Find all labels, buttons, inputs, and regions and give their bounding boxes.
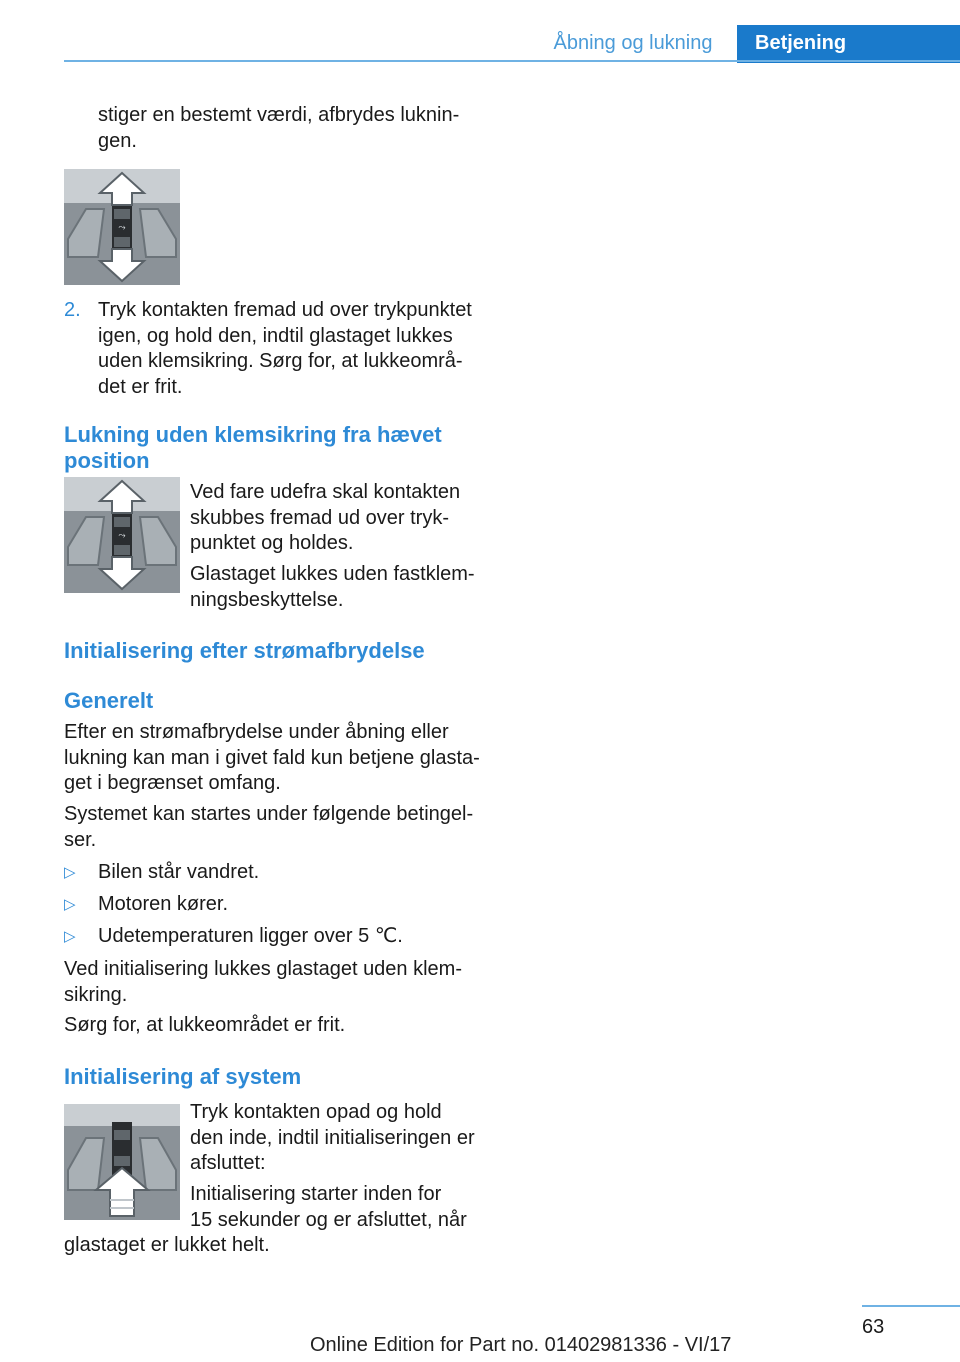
- closing-note-line-2: ningsbeskyttelse.: [190, 588, 344, 611]
- list-item: Udetemperaturen ligger over 5 ℃.: [98, 925, 403, 947]
- system-line-2: den inde, indtil initialiseringen er: [190, 1126, 475, 1149]
- conditions-line-2: ser.: [64, 828, 97, 851]
- footer-divider: [862, 1305, 960, 1307]
- intro-line-2: gen.: [98, 130, 137, 152]
- general-line-3: get i begrænset omfang.: [64, 772, 281, 794]
- roof-switch-push-up-icon: [64, 1104, 180, 1220]
- roof-switch-push-pull-icon: [64, 169, 180, 285]
- header-chapter-tab[interactable]: Betjening: [737, 25, 960, 63]
- general-line-1: Efter en strømafbrydelse under åbning eller: [64, 721, 449, 743]
- system-line-3: afsluttet:: [190, 1152, 266, 1174]
- system-start-line-2: 15 sekunder og er afsluttet, når: [190, 1208, 467, 1231]
- general-line-2: lukning kan man i givet fald kun betjene glasta‐: [64, 746, 480, 769]
- page-number: 63: [862, 1316, 885, 1338]
- roof-switch-push-pull-icon: [64, 477, 180, 593]
- step2-line-3: uden klemsikring. Sørg for, at lukkeområ‐: [98, 350, 463, 372]
- closing-text-line-2: skubbes fremad ud over tryk‐: [190, 506, 449, 529]
- list-item: Bilen står vandret.: [98, 861, 260, 883]
- closing-text-line-1: Ved fare udefra skal kontakten: [190, 481, 461, 503]
- footer-edition: Online Edition for Part no. 01402981336 - VI/17: [310, 1334, 732, 1356]
- svg-text:⤳: ⤳: [118, 223, 126, 233]
- init-note-line-2: sikring.: [64, 983, 128, 1006]
- ensure-line: Sørg for, at lukkeområdet er frit.: [64, 1014, 346, 1036]
- init-note-line-1: Ved initialisering lukkes glastaget uden klem‐: [64, 958, 462, 980]
- subheading-general: Generelt: [64, 688, 154, 713]
- step2-line-4: det er frit.: [98, 375, 183, 398]
- bullet-marker: ▷: [64, 896, 76, 913]
- heading-initialisation: Initialisering efter strømafbrydelse: [64, 638, 425, 663]
- header-divider: [64, 60, 960, 62]
- system-start-line-1: Initialisering starter inden for: [190, 1183, 442, 1205]
- system-line-1: Tryk kontakten opad og hold: [190, 1101, 442, 1123]
- system-start-line-3: glastaget er lukket helt.: [64, 1234, 270, 1256]
- closing-note-line-1: Glastaget lukkes uden fastklem‐: [190, 563, 475, 585]
- step2-line-1: Tryk kontakten fremad ud over trykpunktet: [98, 299, 472, 321]
- conditions-line-1: Systemet kan startes under følgende betingel‐: [64, 803, 474, 825]
- closing-text-line-3: punktet og holdes.: [190, 532, 354, 554]
- step2-line-2: igen, og hold den, indtil glastaget lukkes: [98, 324, 453, 347]
- intro-line-1: stiger en bestemt værdi, afbrydes luknin‐: [98, 104, 460, 126]
- list-item: Motoren kører.: [98, 893, 229, 915]
- subheading-system: Initialisering af system: [64, 1064, 302, 1089]
- heading-closing-line-1: Lukning uden klemsikring fra hævet: [64, 422, 442, 447]
- bullet-marker: ▷: [64, 864, 76, 881]
- svg-text:⤳: ⤳: [118, 531, 126, 541]
- bullet-marker: ▷: [64, 928, 76, 945]
- step-number: 2.: [64, 299, 81, 321]
- heading-closing-line-2: position: [64, 447, 150, 473]
- header-section-tab[interactable]: Åbning og lukning: [553, 32, 713, 54]
